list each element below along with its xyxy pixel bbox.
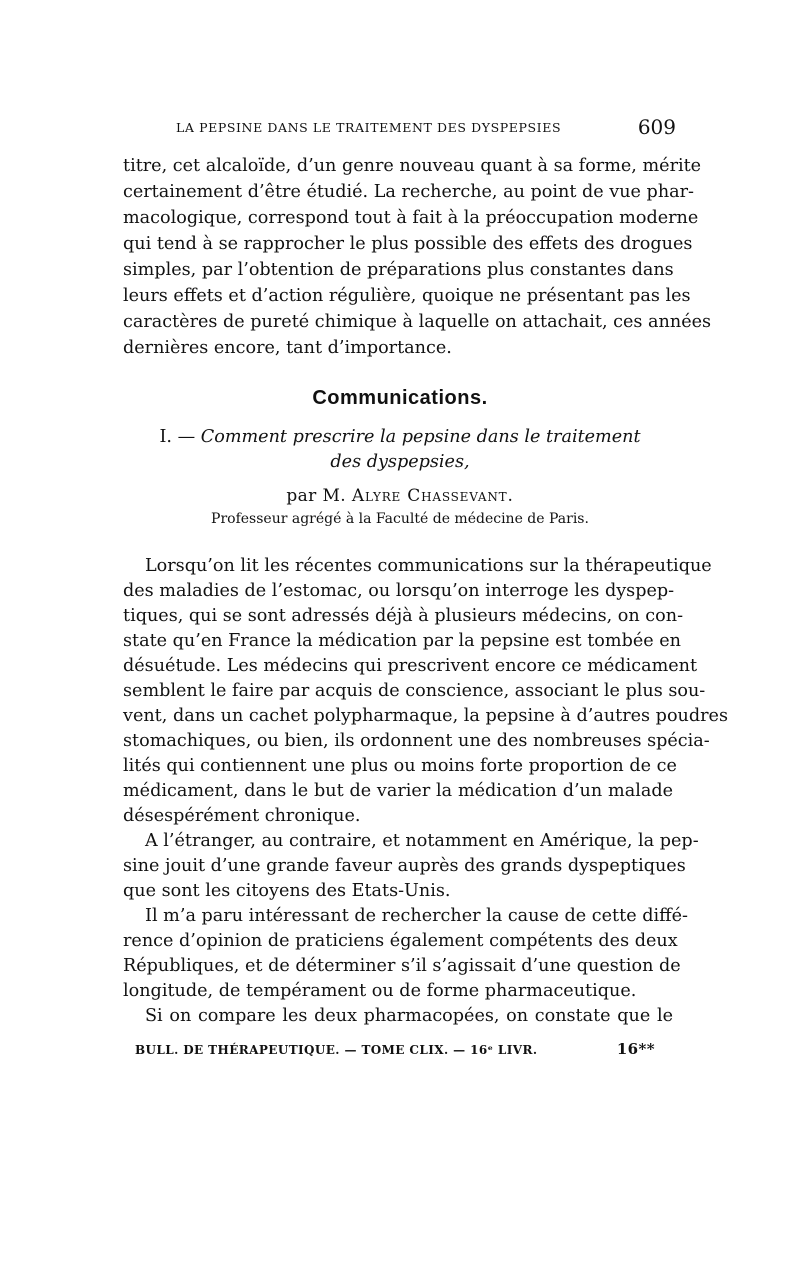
text-line: Il m’a paru intéressant de rechercher la cause de cette diffé- [145, 906, 688, 926]
section-title: Communications. [312, 387, 488, 409]
text-line: simples, par l’obtention de préparations plus constantes dans [123, 260, 674, 280]
text-line: que sont les citoyens des Etats-Unis. [123, 881, 451, 901]
text-line: des maladies de l’estomac, ou lorsqu’on interroge les dyspep- [123, 581, 675, 601]
text-line: désuétude. Les médecins qui prescrivent encore ce médicament [123, 656, 698, 676]
text-line: A l’étranger, au contraire, et notamment en Amérique, la pep- [145, 831, 699, 851]
text-line: titre, cet alcaloïde, d’un genre nouveau quant à sa forme, mérite [123, 156, 702, 176]
text-line: sine jouit d’une grande faveur auprès des grands dyspeptiques [123, 856, 686, 876]
text-line: médicament, dans le but de varier la médication d’un malade [123, 781, 673, 801]
text-line: stomachiques, ou bien, ils ordonnent une des nombreuses spécia- [123, 731, 710, 751]
author-name: Alyre Chassevant. [351, 486, 514, 506]
text-line: Lorsqu’on lit les récentes communications sur la thérapeutique [145, 556, 712, 576]
page-number: 609 [637, 115, 676, 139]
author-prefix: par M. [286, 486, 347, 506]
author-affiliation: Professeur agrégé à la Faculté de médecine de Paris. [211, 511, 589, 527]
running-title: LA PEPSINE DANS LE TRAITEMENT DES DYSPEPSIES [176, 120, 562, 135]
running-header [176, 115, 676, 139]
article-title-text: Comment prescrire la pepsine dans le traitement [200, 427, 641, 447]
text-line: longitude, de tempérament ou de forme pharmaceutique. [123, 981, 637, 1001]
footer-sheet-mark: 16** [616, 1040, 655, 1058]
text-line: vent, dans un cachet polypharmaque, la pepsine à d’autres poudres [123, 706, 728, 726]
text-line: state qu’en France la médication par la pepsine est tombée en [123, 631, 681, 651]
text-line: tiques, qui se sont adressés déjà à plusieurs médecins, on con- [123, 606, 684, 626]
footer-signature: BULL. DE THÉRAPEUTIQUE. — TOME CLIX. — 16ᵉ LIVR. [135, 1043, 538, 1057]
text-line: dernières encore, tant d’importance. [123, 338, 452, 358]
author-line [0, 486, 800, 506]
text-line: semblent le faire par acquis de conscience, associant le plus sou- [123, 681, 706, 701]
text-line: Si on compare les deux pharmacopées, on constate que le [145, 1006, 673, 1026]
text-line: lités qui contiennent une plus ou moins forte proportion de ce [123, 756, 677, 776]
page-footer [135, 1040, 655, 1063]
text-line: caractères de pureté chimique à laquelle on attachait, ces années [123, 312, 712, 332]
text-line: rence d’opinion de praticiens également compétents des deux [123, 931, 678, 951]
text-line: qui tend à se rapprocher le plus possible des effets des drogues [123, 234, 693, 254]
text-line: certainement d’être étudié. La recherche, au point de vue phar- [123, 182, 694, 202]
text-line: Républiques, et de déterminer s’il s’agissait d’une question de [123, 956, 681, 976]
article-number: I. — [159, 427, 196, 447]
text-line: macologique, correspond tout à fait à la préoccupation moderne [123, 208, 699, 228]
article-title-line-1 [0, 427, 800, 447]
article-title-line-2: des dyspepsies, [330, 452, 470, 472]
text-line: désespérément chronique. [123, 806, 361, 826]
text-line: leurs effets et d’action régulière, quoique ne présentant pas les [123, 286, 691, 306]
